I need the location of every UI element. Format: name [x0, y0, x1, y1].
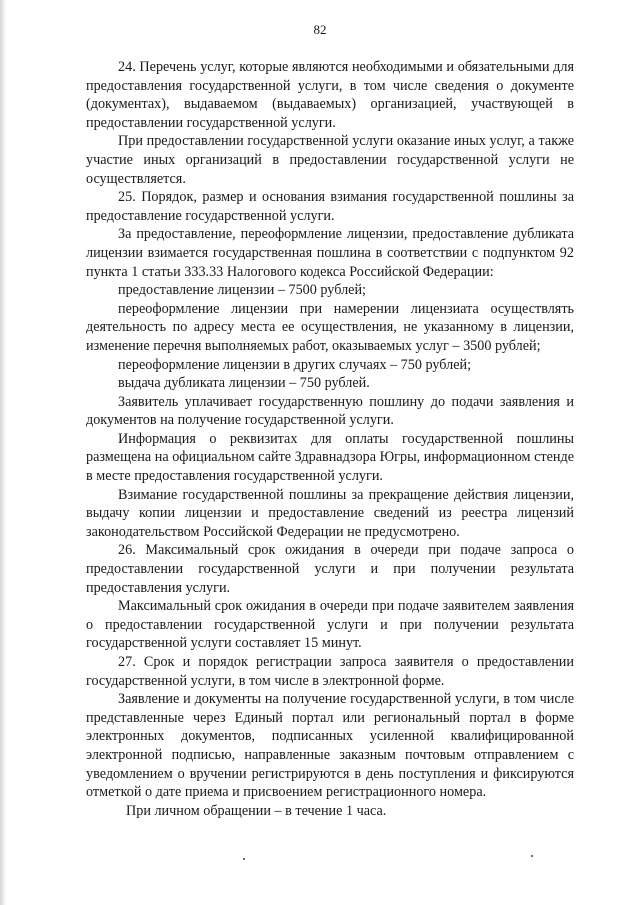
- scan-speck: [243, 858, 245, 860]
- paragraph-fee-reissue-address: переоформление лицензии при намерении лицензиата осуществлять деятельность по адресу места ее осуществления, не указанному в лицензии, изменение перечня выполняемых работ, оказываемых услуг – 3500 рублей;: [86, 300, 574, 354]
- paragraph-fee-payment-details: Информация о реквизитах для оплаты государственной пошлины размещена на официальном сайте Здравнадзора Югры, информационном стенде в месте предоставления государственной услуги.: [86, 430, 574, 485]
- paragraph-item-25-heading: 25. Порядок, размер и основания взимания государственной пошлины за предоставление государственной услуги.: [86, 189, 574, 224]
- paragraph-fee-duplicate: выдача дубликата лицензии – 750 рублей.: [118, 375, 370, 392]
- paragraph-fee-basis: За предоставление, переоформление лицензии, предоставление дубликата лицензии взимается государственная пошлина в соответствии с подпунктом 92 пункта 1 статьи 333.33 Налогового кодекса Российской Федерации:: [86, 226, 574, 280]
- scan-edge-shadow: [0, 0, 6, 905]
- paragraph-item-26-heading: 26. Максимальный срок ожидания в очереди при подаче запроса о предоставлении государственной услуги и при получении результата предоставления услуги.: [86, 542, 574, 596]
- paragraph-item-27-heading: 27. Срок и порядок регистрации запроса заявителя о предоставлении государственной услуги, в том числе в электронной форме.: [86, 654, 574, 689]
- paragraph-fee-license: предоставление лицензии – 7500 рублей;: [118, 282, 366, 299]
- paragraph-registration: Заявление и документы на получение государственной услуги, в том числе представленные через Единый портал или региональный портал в форме электронных документов, подписанных усиленной квалифицированной электронной подписью, направленные заказным почтовым отправлением с уведомлением о вручении регистрируются в день поступления и фиксируются отметкой о дате приема и присвоением регистрационного номера.: [86, 691, 574, 801]
- document-body: [86, 58, 574, 820]
- paragraph-personal-visit: При личном обращении – в течение 1 часа.: [126, 802, 387, 819]
- paragraph-fee-not-charged: Взимание государственной пошлины за прекращение действия лицензии, выдачу копии лицензии и предоставление сведений из реестра лицензий законодательством Российской Федерации не предусмотрено.: [86, 486, 574, 540]
- paragraph-no-other-services: При предоставлении государственной услуги оказание иных услуг, а также участие иных организаций в предоставлении государственной услуги не осуществляется.: [86, 133, 574, 187]
- paragraph-fee-payment-timing: Заявитель уплачивает государственную пошлину до подачи заявления и документов на получение государственной услуги.: [86, 393, 574, 429]
- paragraph-item-24-heading: 24. Перечень услуг, которые являются необходимыми и обязательными для предоставления государственной услуги, в том числе сведения о документе (документах), выдаваемом (выдаваемых) организацией, участвующей в предоставлении государственной услуги.: [86, 59, 574, 131]
- page-number: 82: [313, 22, 327, 37]
- paragraph-queue-time: Максимальный срок ожидания в очереди при подаче заявителем заявления о предоставлении государственной услуги и при получении результата государственной услуги составляет 15 минут.: [86, 598, 574, 652]
- scan-speck: [531, 855, 533, 857]
- paragraph-fee-reissue-other: переоформление лицензии в других случаях – 750 рублей;: [118, 356, 472, 373]
